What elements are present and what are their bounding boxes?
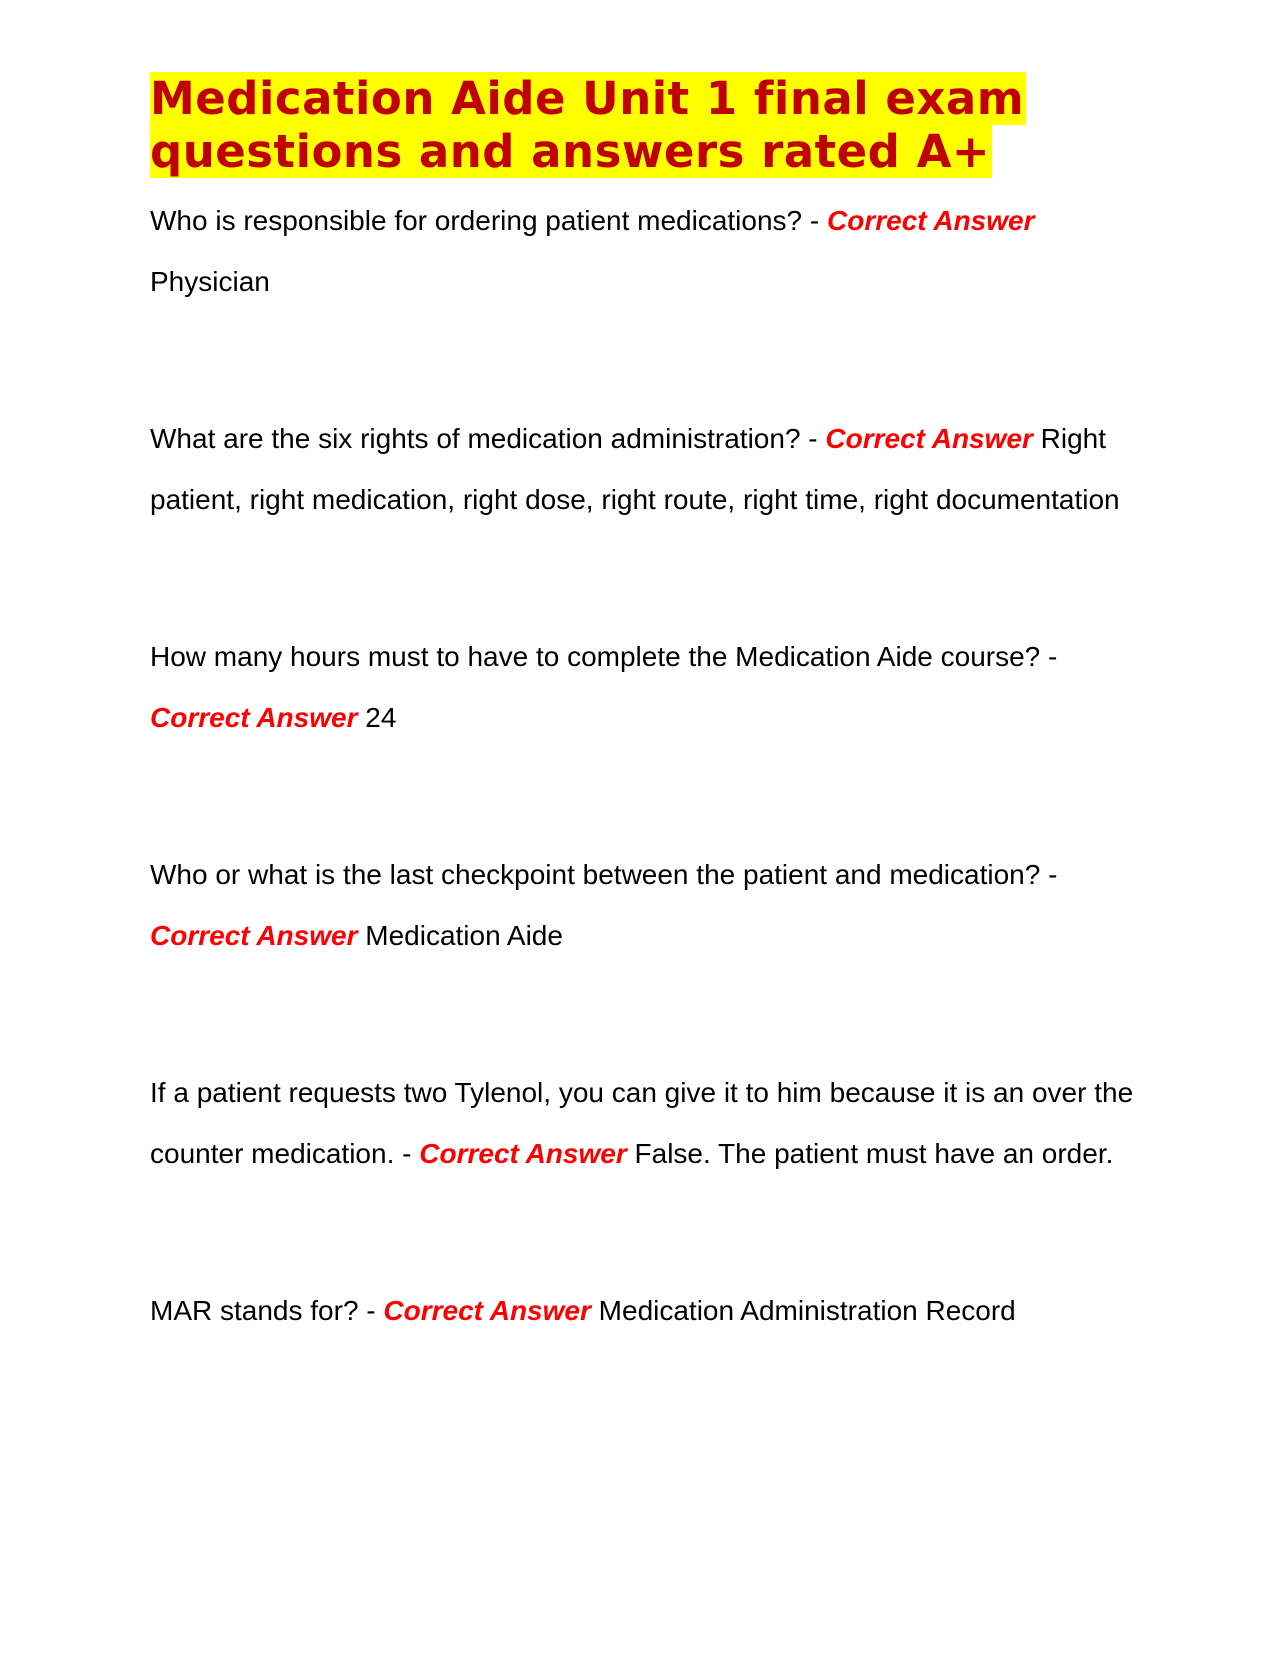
question-text: MAR stands for? - <box>150 1295 384 1326</box>
qa-item <box>150 626 1140 748</box>
question-text: Who or what is the last checkpoint between the patient and medication? - <box>150 859 1058 890</box>
question-text: How many hours must to have to complete the Medication Aide course? - <box>150 641 1058 672</box>
qa-item <box>150 1280 1140 1341</box>
document-title <box>150 72 1140 178</box>
answer-text: False. The patient must have an order. <box>626 1138 1114 1169</box>
answer-text: Medication Aide <box>357 920 563 951</box>
answer-text: Medication Administration Record <box>590 1295 1016 1326</box>
qa-item <box>150 408 1140 530</box>
correct-answer-label: Correct Answer <box>825 423 1033 454</box>
answer-text: 24 <box>357 702 397 733</box>
qa-item <box>150 1062 1140 1184</box>
answer-text: Right patient, right medication, right dose, right route, right time, right documentation <box>150 423 1120 515</box>
question-text: Who is responsible for ordering patient medications? - <box>150 205 828 236</box>
title-line-1: Medication Aide Unit 1 final exam <box>150 72 1025 125</box>
qa-item <box>150 844 1140 966</box>
correct-answer-label: Correct Answer <box>150 702 358 733</box>
correct-answer-label: Correct Answer <box>150 920 358 951</box>
correct-answer-label: Correct Answer <box>383 1295 591 1326</box>
correct-answer-label: Correct Answer <box>827 205 1035 236</box>
question-text: If a patient requests two Tylenol, you can give it to him because it is an over the counter medication. - <box>150 1077 1134 1169</box>
correct-answer-label: Correct Answer <box>419 1138 627 1169</box>
document-page <box>150 72 1140 1341</box>
qa-item <box>150 190 1140 312</box>
title-line-2: questions and answers rated A+ <box>150 125 991 178</box>
answer-text: Physician <box>150 266 270 297</box>
question-text: What are the six rights of medication administration? - <box>150 423 826 454</box>
